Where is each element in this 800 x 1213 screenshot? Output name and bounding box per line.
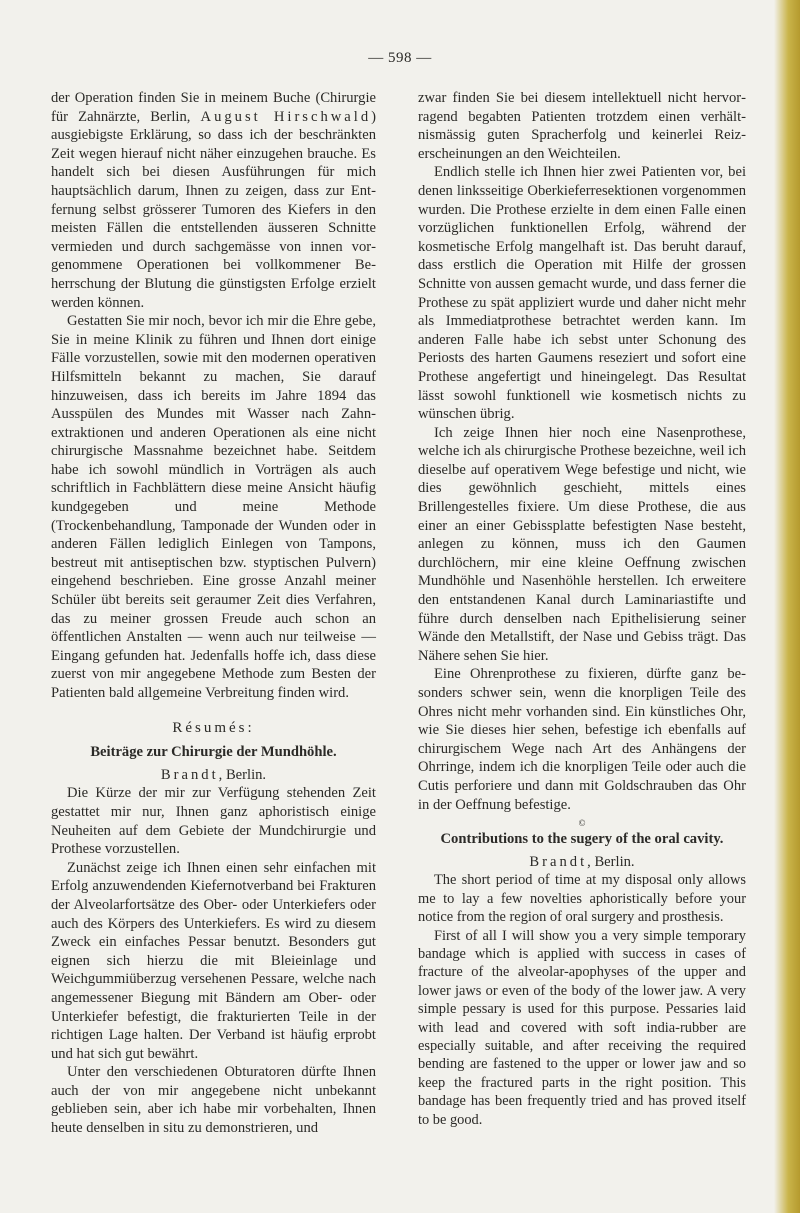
german-abstract-author [51, 766, 376, 785]
publisher-name: August Hirschwald [200, 108, 372, 125]
paragraph: Zunächst zeige ich Ihnen einen sehr einfachen mit Erfolg anzuwendenden Kiefernotverband bei Frakturen der Alveolarfortsätze des Ober- oder Unterkiefers oder auch des Körpers des Unterkiefers. Es wird zu diesem Zweck ein einfaches Pessar benutzt. Besonders gut eignen sich hierzu die mit Bleieinlage und Weichgummiüberzug versehenen Pessare, welche nach angemessener Biegung mit Bändern am Ober- oder Unterkiefer befestigt, die frakturierten Teile in der richtigen Lage halten. Der Verband ist häufig erprobt und hat sich gut bewährt. [51, 859, 376, 1062]
right-column [418, 89, 746, 1129]
paragraph: Die Kürze der mir zur Verfügung stehenden Zeit gestattet mir nur, Ihnen ganz aphoristisch einige Neuheiten auf dem Gebiete der Mundchirurgie und Prothese vorzustellen. [51, 785, 376, 858]
english-abstract-author [418, 853, 746, 872]
author-city: , Berlin. [218, 766, 267, 783]
paragraph: Gestatten Sie mir noch, bevor ich mir die Ehre gebe, Sie in meine Klinik zu führen und Ihnen dort einige Fälle vorzustellen, sowie mit den modernen operativen Hilfsmitteln bekannt zu machen, Sie darauf hinzuweisen, dass ich bereits im Jahre 1894 das Ausspülen des Mundes mit Wasser nach Zahnextraktionen und anderen Operationen als eine nicht chirurgische Massnahme bezeichnet habe. Seitdem habe ich sowohl mündlich in Vorträgen als auch schriftlich in Fachblättern diese meine Ansicht häufig kundgegeben und meine Methode (Trockenbehandlung, Tamponade der Wunden oder in anderen Fällen lediglich Einlegen von Tampons, bestreut mit antiseptischen bzw. styptischen Pulvern) eingehend beschrieben. Eine grosse Anzahl meiner Schüler übt bereits seit geraumer Zeit dies Verfahren, das zu meiner grossen Freude auch schon an öffentlichen Anstalten — wenn auch nur teilweise — Eingang gefunden hat. Jedenfalls hoffe ich, dass diese zuerst von mir angegebene Methode zum Besten der Patienten bald allgemeine Verbreitung finden wird. [51, 313, 376, 701]
paragraph: zwar finden Sie bei diesem intellektuell nicht hervorragend begabten Patienten trotzdem einen verhältnismässig guten Spracherfolg und keinerlei Reizerscheinungen an den Weichteilen. [418, 90, 746, 162]
page-number: — 598 — [368, 50, 432, 66]
section-divider: © [578, 818, 586, 829]
author-name: Brandt [529, 853, 588, 870]
resumes-heading: Résumés: [172, 719, 255, 736]
paragraph: Endlich stelle ich Ihnen hier zwei Patienten vor, bei denen linksseitige Oberkieferresektionen vorgenommen wurden. Die Prothese erzielte in dem einen Falle einen vorzüglichen funktionellen Erfolg, während der kosmetische Erfolg mangelhaft ist. Das beruht darauf, dass erstlich die Operation mit Hilfe der grossen Schnitte von aussen gemacht wurde, und dass ferner die Prothese zu spät appliziert wurde und daher nicht mehr als Immediatprothese betrachtet werden kann. Im anderen Falle habe ich sebst unter Schonung des Periosts des harten Gaumens reseziert und sofort eine Prothese angefertigt und hineingelegt. Das Resultat lässt sowohl funktionell wie kosmetisch nichts zu wünschen übrig. [418, 164, 746, 423]
english-abstract-title: Contributions to the sugery of the oral cavity. [440, 831, 724, 848]
paragraph: Eine Ohrenprothese zu fixieren, dürfte ganz besonders schwer sein, wenn die knorpligen Teile des Ohres nicht mehr vorhanden sind. Ein künstliches Ohr, wie Sie dieses hier sehen, befestige ich ebenfalls auf chirurgischem Wege nach Art des Anhängens der Ohrringe, indem ich die knorpligen Teile oder auch die Cutis perforiere und dann mit Goldschrauben das Ohr in der Oeffnung befestige. [418, 666, 746, 813]
paragraph: Unter den verschiedenen Obturatoren dürfte Ihnen auch der von mir angegebene nicht unbekannt geblieben sein, aber ich habe mir vorbehalten, Ihnen heute denselben in situ zu demonstrieren, und [51, 1064, 376, 1137]
paragraph-text-end: ) ausgiebigste Erklärung, so dass ich der beschränkten Zeit wegen hierauf nicht näher einzugehen brauche. Es handelt sich bei diesen Ausführungen für mich hauptsächlich darum, Ihnen zu zeigen, dass zur Entfernung selbst grösserer Tumoren des Kiefers in den meisten Fällen die entstellenden äusseren Schnitte vermieden und durch sachgemässe von innen vorgenommene Operationen bei vollkommener Beherrschung der Blutung die günstigsten Erfolge erzielt werden können. [51, 108, 376, 311]
page-edge-stain [774, 0, 800, 1213]
author-city: , Berlin. [587, 853, 635, 870]
paragraph [51, 89, 376, 312]
left-column [51, 89, 376, 1138]
author-name: Brandt [160, 766, 219, 783]
paragraph: The short period of time at my disposal only allows me to lay a few novelties aphoristically before your notice from the region of oral surgery and prosthesis. [418, 872, 746, 926]
german-abstract-title: Beiträge zur Chirurgie der Mundhöhle. [90, 744, 337, 761]
paragraph: First of all I will show you a very simple temporary bandage which is applied with success in cases of fracture of the alveolar-apophyses of the upper and lower jaws or even of the body of the lower jaw. A very simple pessary is used for this purpose. Pessaries laid with lead and covered with soft india-rubber are especially suitable, and after receiving the required bending are fastened to the upper or lower jaw and so keep the fractured parts in the right position. This bandage has been frequently tried and has proved itself to be good. [418, 927, 746, 1128]
paragraph-text-start: der Operation finden Sie in meinem Buche (Chirurgie für Zahnärzte, Berlin, [51, 90, 376, 125]
paragraph: Ich zeige Ihnen hier noch eine Nasenprothese, welche ich als chirurgische Prothese bezeichne, weil ich dieselbe auf operativem Wege befestige und nicht, wie dies gewöhnlich geschieht, mittels eines Brillengestelles fixiere. Um diese Prothese, die aus einer an einer Gebissplatte befestigten Nase besteht, anlegen zu können, muss ich den Gaumen durchlöchern, mir eine kleine Oeffnung zwischen Mundhöhle und Nasenhöhle herstellen. Ich erweitere den entstandenen Kanal durch Laminariastifte und führe durch denselben nach Epithelisierung seiner Wände den Metallstift, der Nase und Gebiss trägt. Das Nähere sehen Sie hier. [418, 424, 746, 664]
